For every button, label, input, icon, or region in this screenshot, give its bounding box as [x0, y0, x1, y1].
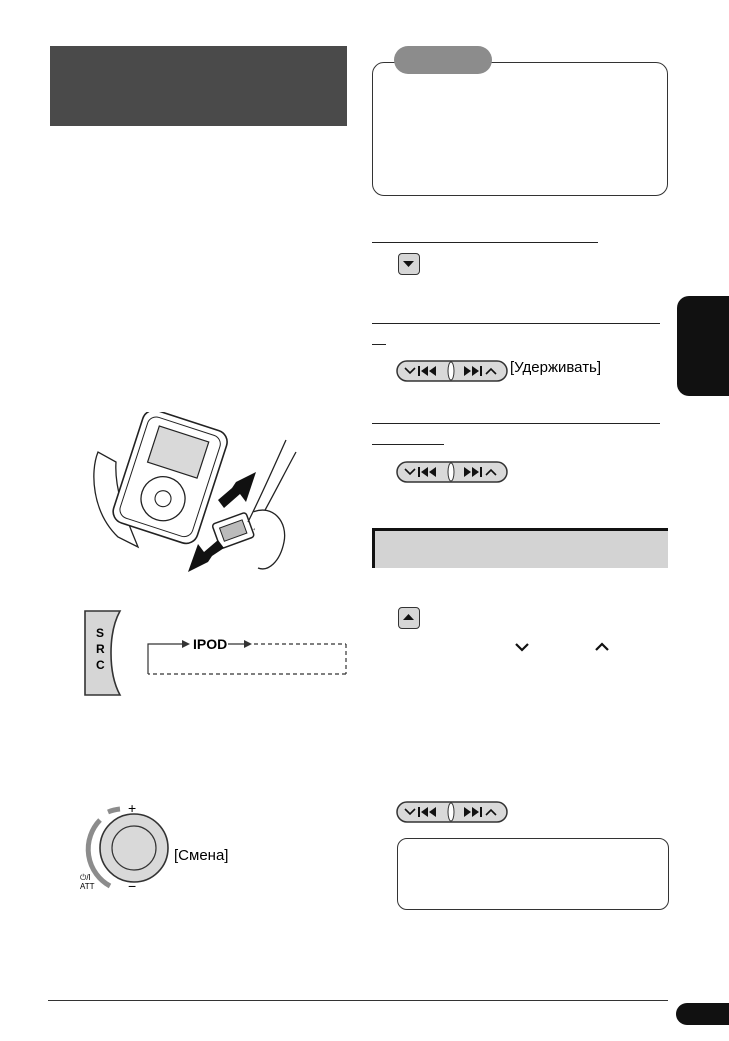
power-att-label: [80, 873, 95, 891]
src-letter-r: R: [96, 642, 105, 656]
triangle-down-icon: [399, 254, 418, 273]
heading-underline-1: [372, 242, 598, 243]
section-title-block: [50, 46, 347, 126]
up-button[interactable]: [398, 607, 420, 629]
power-icon: ⏻/I: [80, 873, 91, 882]
src-letter-c: C: [96, 658, 105, 672]
volume-plus-label: +: [128, 800, 137, 816]
triangle-up-icon: [399, 608, 418, 627]
heading-underline-3b: [372, 444, 444, 445]
heading-underline-3a: [372, 423, 660, 424]
page-number-tab: [676, 1003, 729, 1025]
heading-underline-2a: [372, 323, 660, 324]
tip-box: [372, 62, 668, 196]
att-text: ATT: [80, 882, 95, 891]
src-letter-s: S: [96, 626, 105, 640]
chevron-up-icon: [594, 641, 610, 653]
down-button[interactable]: [398, 253, 420, 275]
volume-minus-label: −: [128, 878, 137, 894]
source-cycle-diagram: [146, 636, 350, 678]
note-box: [397, 838, 669, 910]
skip-button-hold[interactable]: [396, 360, 508, 382]
footer-rule: [48, 1000, 668, 1001]
chevron-down-icon: [514, 641, 530, 653]
arrow-icon: [218, 472, 256, 508]
skip-button-select[interactable]: [396, 801, 508, 823]
source-ipod-label: IPOD: [193, 636, 228, 652]
hold-label: [Удерживать]: [510, 359, 602, 376]
src-button-label: [96, 625, 105, 673]
change-label: [Смена]: [174, 847, 229, 864]
arrow-icon: [188, 540, 224, 572]
language-side-tab: [677, 296, 729, 396]
section-heading-band: [372, 528, 668, 568]
ipod-connection-illustration: [88, 412, 300, 592]
heading-underline-2b: [372, 344, 386, 345]
tip-tab: [394, 46, 492, 74]
skip-button[interactable]: [396, 461, 508, 483]
